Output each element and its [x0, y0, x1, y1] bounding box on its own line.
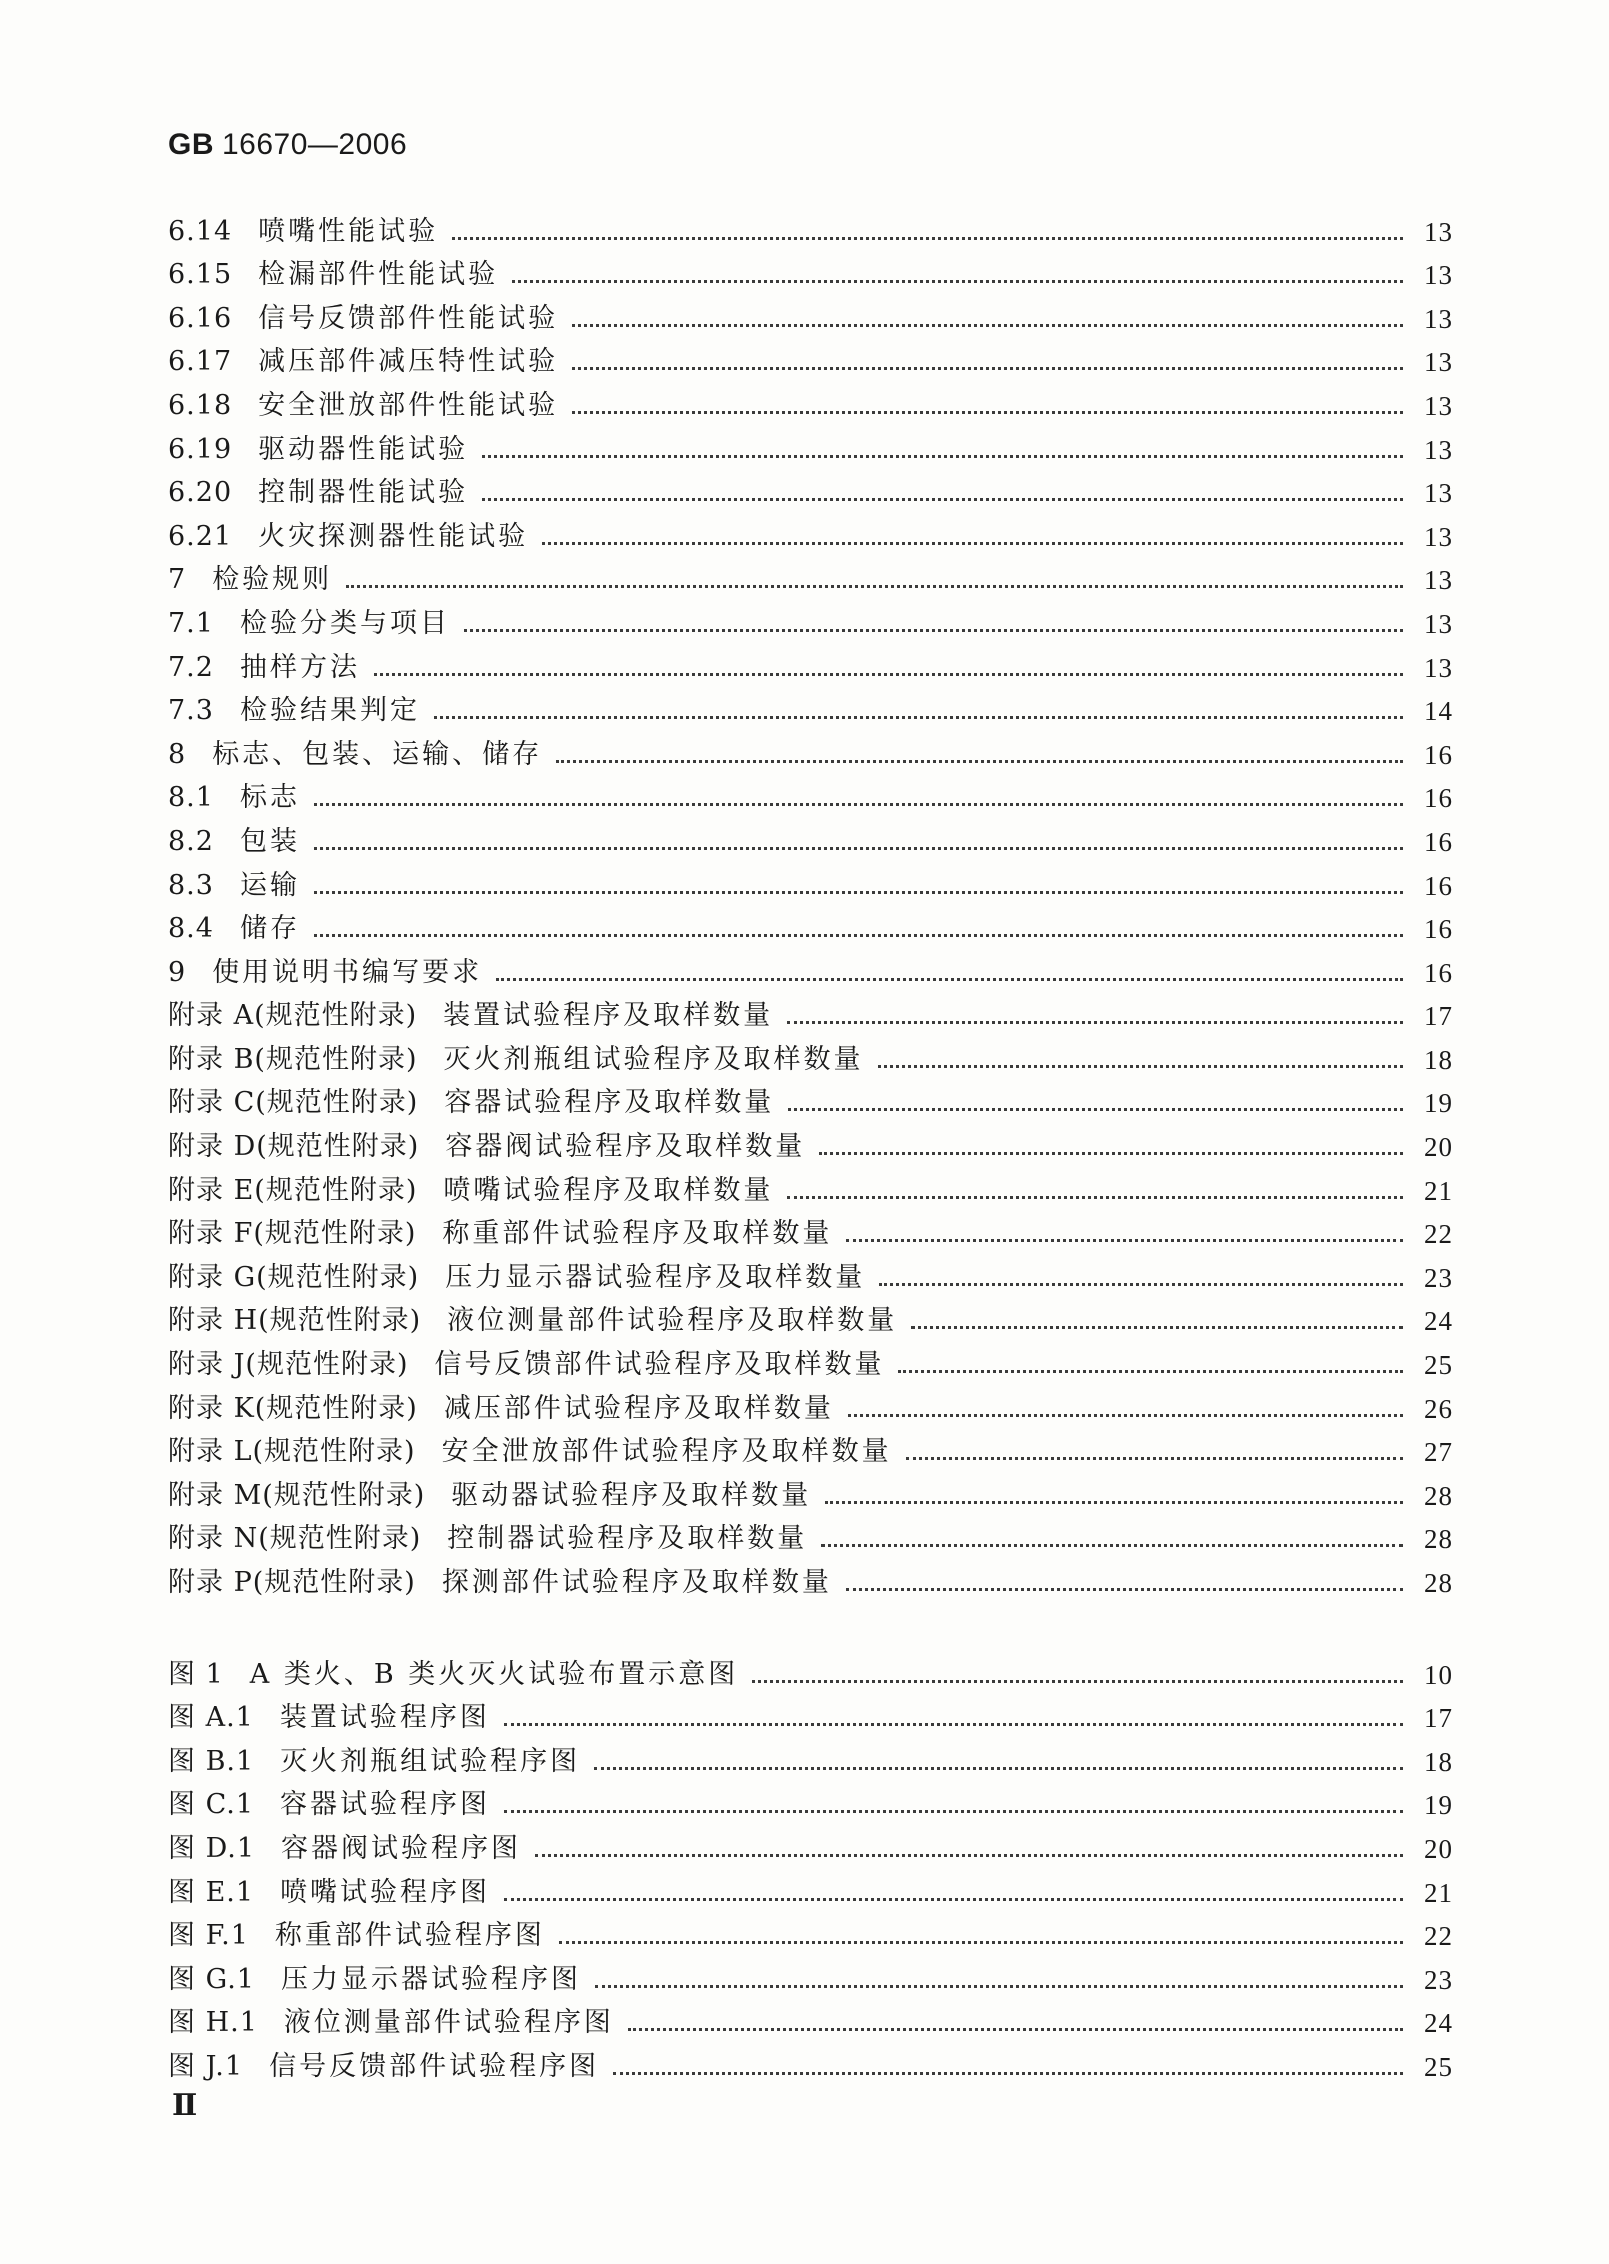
toc-entry: [168, 509, 1453, 553]
toc-entry-page-number: 18: [1424, 1044, 1453, 1075]
dot-leader: [572, 324, 1403, 327]
toc-entry: [168, 1647, 1453, 1691]
toc-entry: [168, 1032, 1453, 1076]
dot-leader: [911, 1326, 1403, 1329]
toc-entry-page-number: 21: [1424, 1175, 1453, 1206]
toc-entry: [168, 684, 1453, 728]
dot-leader: [556, 760, 1403, 763]
toc-entry-number: 7: [168, 564, 187, 596]
dot-leader: [504, 1898, 1403, 1901]
dot-leader: [878, 1065, 1404, 1068]
toc-entry-title: 灭火剂瓶组试验程序图: [280, 1745, 581, 1777]
toc-entry: [168, 1778, 1453, 1822]
toc-entry-number: 附录 M(规范性附录): [168, 1479, 426, 1511]
toc-entry: [168, 1691, 1453, 1735]
toc-entry-number: 6.14: [168, 215, 233, 247]
toc-entry-number: 附录 J(规范性附录): [168, 1349, 409, 1381]
dot-leader: [535, 1854, 1403, 1857]
toc-entry-page-number: 23: [1424, 1262, 1453, 1293]
toc-entry-number: 6.20: [168, 477, 233, 509]
toc-entry-title: 喷嘴性能试验: [258, 215, 439, 247]
toc-entry-number: 7.3: [168, 695, 214, 727]
toc-entry-number: 6.16: [168, 302, 233, 334]
toc-entry: [168, 1076, 1453, 1120]
toc-entry-number: 图 F.1: [168, 1920, 249, 1952]
dot-leader: [559, 1941, 1403, 1944]
toc-entry: [168, 2039, 1453, 2083]
dot-leader: [346, 585, 1403, 588]
toc-entry: [168, 335, 1453, 379]
dot-leader: [374, 673, 1403, 676]
toc-entry-title: 信号反馈部件试验程序图: [269, 2050, 600, 2082]
toc-entry: [168, 596, 1453, 640]
toc-entry: [168, 1555, 1453, 1599]
toc-entry: [168, 422, 1453, 466]
toc-entry-title: 减压部件试验程序及取样数量: [443, 1392, 834, 1424]
toc-entry-title: 控制器试验程序及取样数量: [447, 1523, 808, 1555]
toc-entry: [168, 640, 1453, 684]
toc-entry-number: 图 H.1: [168, 2007, 258, 2039]
toc-entry-number: 图 J.1: [168, 2050, 244, 2082]
toc-entry: [168, 902, 1453, 946]
toc-entry-number: 8.3: [168, 869, 214, 901]
toc-entry: [168, 858, 1453, 902]
toc-entry-page-number: 24: [1424, 2008, 1453, 2039]
toc-entry-page-number: 13: [1424, 521, 1453, 552]
toc-entry-number: 6.17: [168, 346, 233, 378]
toc-entry-page-number: 24: [1424, 1306, 1453, 1337]
toc-entry-number: 图 E.1: [168, 1876, 255, 1908]
toc-entry: [168, 553, 1453, 597]
toc-entry-number: 图 G.1: [168, 1963, 255, 1995]
toc-figures-list: [168, 1647, 1453, 2083]
toc-entry-title: 检验规则: [212, 564, 333, 596]
toc-entry-number: 8.4: [168, 913, 214, 945]
toc-entry-title: A 类火、B 类火灭火试验布置示意图: [249, 1658, 739, 1690]
dot-leader: [628, 2028, 1403, 2031]
toc-entry: [168, 1512, 1453, 1556]
toc-entry-page-number: 21: [1424, 1877, 1453, 1908]
toc-entry: [168, 771, 1453, 815]
toc-entry: [168, 727, 1453, 771]
toc-entry: [168, 1734, 1453, 1778]
toc-entry-number: 8.2: [168, 825, 214, 857]
toc-entry-title: 容器试验程序及取样数量: [444, 1087, 775, 1119]
toc-entry: [168, 1996, 1453, 2040]
toc-entry-page-number: 25: [1424, 2051, 1453, 2082]
toc-entry-title: 称重部件试验程序图: [274, 1920, 545, 1952]
toc-entry-number: 附录 H(规范性附录): [168, 1305, 422, 1337]
toc-entry: [168, 378, 1453, 422]
toc-entry-number: 附录 K(规范性附录): [168, 1392, 418, 1424]
toc-entry-page-number: 13: [1424, 652, 1453, 683]
toc-entry-number: 附录 A(规范性附录): [168, 1000, 418, 1032]
toc-entry: [168, 1207, 1453, 1251]
toc-entry-title: 信号反馈部件试验程序及取样数量: [434, 1349, 885, 1381]
toc-entry-page-number: 22: [1424, 1921, 1453, 1952]
dot-leader: [788, 1108, 1403, 1111]
toc-entry-number: 图 B.1: [168, 1745, 255, 1777]
toc-entry: [168, 1119, 1453, 1163]
dot-leader: [819, 1152, 1403, 1155]
dot-leader: [512, 280, 1403, 283]
toc-entry-page-number: 27: [1424, 1437, 1453, 1468]
toc-entry-page-number: 26: [1424, 1393, 1453, 1424]
toc-entry-title: 信号反馈部件性能试验: [258, 302, 559, 334]
toc-entry-page-number: 13: [1424, 260, 1453, 291]
toc-entry-page-number: 17: [1424, 1703, 1453, 1734]
toc-entry-title: 标志: [239, 782, 300, 814]
toc-entry-title: 控制器性能试验: [258, 477, 469, 509]
dot-leader: [496, 978, 1403, 981]
toc-entry-title: 驱动器性能试验: [258, 433, 469, 465]
toc-entry-page-number: 13: [1424, 608, 1453, 639]
toc-entry-page-number: 16: [1424, 914, 1453, 945]
toc-entry-title: 装置试验程序及取样数量: [443, 1000, 774, 1032]
toc-entry-title: 容器阀试验程序及取样数量: [445, 1131, 806, 1163]
toc-entry-number: 附录 B(规范性附录): [168, 1043, 418, 1075]
toc-entry-title: 灭火剂瓶组试验程序及取样数量: [443, 1043, 864, 1075]
toc-entry-page-number: 10: [1424, 1659, 1453, 1690]
toc-entry: [168, 1250, 1453, 1294]
toc-entry-number: 9: [168, 956, 187, 988]
toc-entry-page-number: 19: [1424, 1088, 1453, 1119]
toc-entry: [168, 1163, 1453, 1207]
toc-entry-page-number: 20: [1424, 1833, 1453, 1864]
toc-entry-page-number: 16: [1424, 957, 1453, 988]
toc-entry-page-number: 14: [1424, 696, 1453, 727]
toc-entry: [168, 814, 1453, 858]
toc-entry-page-number: 22: [1424, 1219, 1453, 1250]
toc-entry-number: 6.18: [168, 389, 233, 421]
toc-entry-page-number: 13: [1424, 216, 1453, 247]
dot-leader: [482, 498, 1403, 501]
toc-entry-title: 装置试验程序图: [279, 1702, 490, 1734]
toc-entry-number: 图 C.1: [168, 1789, 255, 1821]
toc-entry: [168, 1337, 1453, 1381]
toc-entry-title: 检验分类与项目: [239, 607, 450, 639]
dot-leader: [314, 847, 1403, 850]
toc-entry-title: 探测部件试验程序及取样数量: [441, 1567, 832, 1598]
dot-leader: [314, 803, 1403, 806]
toc-entry: [168, 1865, 1453, 1909]
toc-entry-number: 图 A.1: [168, 1702, 254, 1734]
toc-entry: [168, 466, 1453, 510]
toc-entry-number: 附录 E(规范性附录): [168, 1174, 418, 1206]
toc-entry: [168, 248, 1453, 292]
toc-entry-title: 压力显示器试验程序及取样数量: [445, 1261, 866, 1293]
toc-entry: [168, 204, 1453, 248]
toc-entry-page-number: 19: [1424, 1790, 1453, 1821]
toc-entry-title: 火灾探测器性能试验: [258, 520, 529, 552]
dot-leader: [752, 1680, 1403, 1683]
toc-entry-page-number: 13: [1424, 303, 1453, 334]
toc-entry-number: 附录 C(规范性附录): [168, 1087, 419, 1119]
toc-entry-number: 附录 P(规范性附录): [168, 1567, 416, 1598]
toc-entry: [168, 945, 1453, 989]
dot-leader: [464, 629, 1403, 632]
toc-entry-page-number: 28: [1424, 1568, 1453, 1598]
toc-entry-page-number: 13: [1424, 565, 1453, 596]
dot-leader: [572, 411, 1403, 414]
dot-leader: [504, 1723, 1403, 1726]
toc-entry-title: 包装: [239, 825, 300, 857]
toc-entry-title: 检验结果判定: [239, 695, 420, 727]
toc-entry-title: 容器试验程序图: [280, 1789, 491, 1821]
toc-entry-number: 8.1: [168, 782, 214, 814]
toc-entry-page-number: 16: [1424, 826, 1453, 857]
toc-entry-page-number: 13: [1424, 434, 1453, 465]
toc-entry-page-number: 13: [1424, 390, 1453, 421]
toc-entry-number: 附录 F(规范性附录): [168, 1218, 417, 1250]
dot-leader: [879, 1283, 1403, 1286]
page-folio: Ⅱ: [172, 2089, 198, 2122]
dot-leader: [846, 1588, 1403, 1591]
toc-entry-page-number: 16: [1424, 739, 1453, 770]
toc-entry-number: 图 D.1: [168, 1832, 256, 1864]
dot-leader: [314, 891, 1403, 894]
dot-leader: [452, 237, 1403, 240]
toc-entry-title: 使用说明书编写要求: [212, 956, 483, 988]
toc-entry-number: 7.2: [168, 651, 214, 683]
dot-leader: [825, 1501, 1403, 1504]
toc-entry-page-number: 28: [1424, 1480, 1453, 1511]
toc-entry-title: 容器阀试验程序图: [281, 1832, 522, 1864]
toc-entry: [168, 1909, 1453, 1953]
toc-entry-title: 液位测量部件试验程序及取样数量: [447, 1305, 898, 1337]
dot-leader: [848, 1414, 1403, 1417]
dot-leader: [572, 367, 1403, 370]
standard-prefix: GB: [168, 128, 214, 161]
toc-entry-page-number: 17: [1424, 1001, 1453, 1032]
toc-entry-title: 储存: [239, 913, 300, 945]
toc-entry-number: 7.1: [168, 607, 214, 639]
toc-entry-number: 图 1: [168, 1658, 224, 1690]
toc-entry: [168, 1425, 1453, 1469]
dot-leader: [906, 1457, 1403, 1460]
dot-leader: [821, 1544, 1403, 1547]
toc-entry-page-number: 16: [1424, 870, 1453, 901]
toc-entry-title: 压力显示器试验程序图: [280, 1963, 581, 1995]
toc-entry: [168, 291, 1453, 335]
toc-entry-number: 6.19: [168, 433, 233, 465]
toc-entry-title: 驱动器试验程序及取样数量: [451, 1479, 812, 1511]
toc-entry-title: 标志、包装、运输、储存: [212, 738, 543, 770]
dot-leader: [846, 1239, 1403, 1242]
dot-leader: [314, 934, 1403, 937]
dot-leader: [482, 455, 1403, 458]
toc-entry: [168, 1468, 1453, 1512]
dot-leader: [594, 1767, 1403, 1770]
toc-entry-title: 喷嘴试验程序及取样数量: [443, 1174, 774, 1206]
dot-leader: [434, 716, 1403, 719]
toc-entry: [168, 1381, 1453, 1425]
toc-entry-title: 安全泄放部件试验程序及取样数量: [441, 1436, 892, 1468]
toc-entry: [168, 989, 1453, 1033]
toc-entry-title: 检漏部件性能试验: [258, 259, 499, 291]
toc-entry-page-number: 28: [1424, 1524, 1453, 1555]
toc-entry-title: 运输: [239, 869, 300, 901]
toc-entry-page-number: 13: [1424, 478, 1453, 509]
toc-entry-page-number: 16: [1424, 783, 1453, 814]
dot-leader: [787, 1196, 1403, 1199]
toc-entry-number: 附录 N(规范性附录): [168, 1523, 422, 1555]
dot-leader: [595, 1985, 1403, 1988]
standard-number: 16670—2006: [222, 128, 408, 161]
toc-entry-page-number: 13: [1424, 347, 1453, 378]
toc-entry-number: 6.21: [168, 520, 233, 552]
dot-leader: [613, 2072, 1403, 2075]
toc-entry-title: 抽样方法: [239, 651, 360, 683]
toc-entry: [168, 1821, 1453, 1865]
toc-entry: [168, 1952, 1453, 1996]
toc-entry-number: 附录 G(规范性附录): [168, 1261, 420, 1293]
toc-entry-page-number: 18: [1424, 1746, 1453, 1777]
toc-entry-title: 称重部件试验程序及取样数量: [442, 1218, 833, 1250]
dot-leader: [898, 1370, 1403, 1373]
toc-entry-number: 8: [168, 738, 187, 770]
toc-entry-page-number: 25: [1424, 1350, 1453, 1381]
toc-entry-page-number: 20: [1424, 1132, 1453, 1163]
toc-entry-number: 附录 D(规范性附录): [168, 1131, 420, 1163]
toc-entry-title: 液位测量部件试验程序图: [283, 2007, 614, 2039]
toc-entry-page-number: 23: [1424, 1964, 1453, 1995]
toc-contents-list: [168, 204, 1453, 1599]
dot-leader: [504, 1810, 1403, 1813]
toc-entry-number: 附录 L(规范性附录): [168, 1436, 416, 1468]
toc-entry-title: 喷嘴试验程序图: [280, 1876, 491, 1908]
standard-header: [168, 128, 407, 162]
toc-entry-number: 6.15: [168, 259, 233, 291]
dot-leader: [542, 542, 1403, 545]
dot-leader: [787, 1021, 1403, 1024]
toc-entry-title: 减压部件减压特性试验: [258, 346, 559, 378]
toc-entry-title: 安全泄放部件性能试验: [258, 389, 559, 421]
toc-entry: [168, 1294, 1453, 1338]
